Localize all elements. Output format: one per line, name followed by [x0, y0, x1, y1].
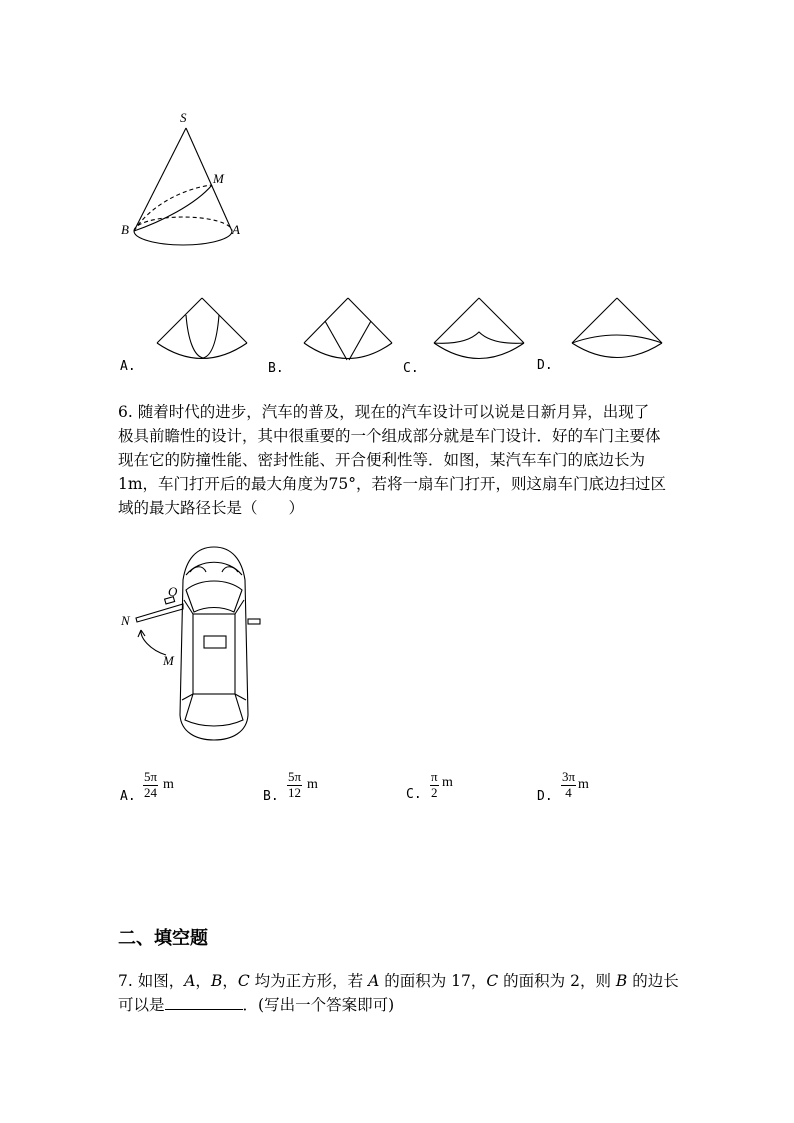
cone-label-b: B [121, 222, 129, 237]
cone-label-s: S [180, 110, 187, 125]
q7-answer-blank[interactable] [165, 995, 243, 1010]
q6-option-b-letter: B. [263, 789, 279, 804]
q6-line-4: 1m，车门打开后的最大角度为75°，若将一扇车门打开，则这扇车门底边扫过区 [118, 475, 667, 493]
q6-option-a-fraction [143, 769, 158, 799]
q6-option-b-denominator: 12 [288, 785, 302, 800]
q6-line-5: 域的最大路径长是（ ） [118, 499, 305, 517]
q6-option-c-unit: m [442, 775, 453, 790]
q6-option-b-unit: m [307, 777, 318, 792]
q6-option-d-numerator: 3π [562, 769, 576, 784]
q7-line-1: 7. 如图，A，B，C 均为正方形，若 A 的面积为 17，C 的面积为 2，则 B 的边长 [118, 972, 679, 990]
cone-label-m: M [213, 171, 224, 186]
cone-label-a: A [232, 222, 240, 237]
q6-option-b-fraction [287, 769, 302, 799]
q5-option-a-label: A. [120, 359, 136, 374]
q7-line-2: 可以是 ．(写出一个答案即可) [118, 996, 395, 1014]
q5-option-b-label: B. [268, 361, 284, 376]
q6-option-d-letter: D. [537, 789, 553, 804]
q6-line-1: 6. 随着时代的进步，汽车的普及，现在的汽车设计可以说是日新月异，出现了 [118, 403, 650, 421]
q6-option-a-numerator: 5π [144, 769, 158, 784]
q5-option-d-label: D. [537, 358, 553, 373]
q6-option-d-denominator: 4 [561, 785, 576, 799]
q7-text [118, 969, 683, 1017]
q6-option-c-fraction [430, 769, 439, 799]
q6-option-d-fraction [561, 769, 576, 799]
q6-line-3: 现在它的防撞性能、密封性能、开合便利性等．如图，某汽车车门的底边长为 [118, 451, 646, 469]
q6-option-c-denominator: 2 [431, 785, 438, 800]
q6-option-c-letter: C. [406, 787, 422, 802]
q6-option-a-unit: m [163, 777, 174, 792]
q6-option-a-denominator: 24 [144, 785, 158, 800]
section-heading: 二、填空题 [118, 928, 208, 949]
car-label-m: M [163, 653, 174, 668]
car-label-o: O [168, 584, 178, 599]
q5-option-c-label: C. [403, 361, 419, 376]
q6-option-b-numerator: 5π [288, 769, 302, 784]
q6-line-2: 极具前瞻性的设计，其中很重要的一个组成部分就是车门设计．好的车门主要体 [118, 427, 661, 445]
car-label-n: N [121, 613, 130, 628]
q6-option-c-numerator: π [431, 769, 438, 784]
q6-option-d-unit: m [578, 777, 589, 792]
q6-option-a-letter: A. [120, 789, 136, 804]
